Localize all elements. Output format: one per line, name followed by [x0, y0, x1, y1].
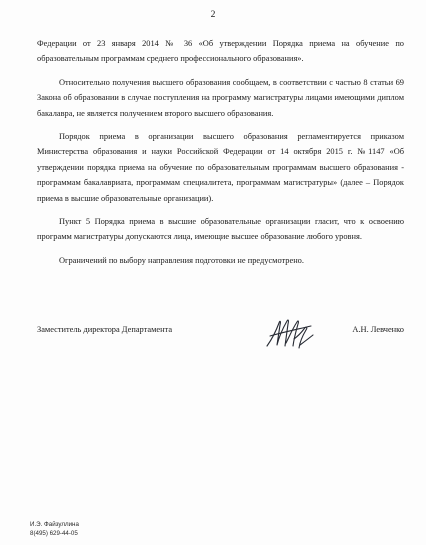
executor-name: И.Э. Файзуллина — [30, 521, 79, 528]
signatory-name: А.Н. Левченко — [352, 325, 404, 334]
paragraph-no-restrictions: Ограничений по выбору направления подготовки не предусмотрено. — [59, 255, 304, 265]
signatory-role: Заместитель директора Департамента — [37, 325, 173, 334]
handwritten-signature — [264, 315, 316, 355]
letter-body — [37, 36, 404, 268]
signature-block — [37, 321, 404, 361]
executor-info — [30, 521, 79, 538]
page-number: 2 — [210, 9, 216, 20]
paragraph-admission-order: Порядок приема в организации высшего образования регламентируется приказом Министерства образования и науки Российской Федерации от 14 октября 2015 г. №1147 «Об утверждении порядка приема на обучение по образовательным программам высшего образования - программам бакалавриата, программам специалитета, программам магистратуры» (далее – Порядок приема в высшие образовательные организации). — [37, 132, 404, 203]
executor-phone: 8(495) 629-44-05 — [30, 529, 78, 537]
paragraph-point-5: Пункт 5 Порядка приема в высшие образовательные организации гласит, что к освоению программ магистратуры допускаются лица, имеющие высшее образование любого уровня. — [37, 217, 404, 242]
paragraph-continuation: Федерации от 23 января 2014 № 36 «Об утверждении Порядка приема на обучение по образовательным программам среднего профессионального образования». — [37, 39, 404, 64]
paragraph-higher-education: Относительно получения высшего образования сообщаем, в соответствии с частью 8 статьи 69 Закона об образовании в случае поступления на программу магистратуры лицами имеющими диплом бакалавра, не является получением второго высшего образования. — [37, 77, 404, 118]
